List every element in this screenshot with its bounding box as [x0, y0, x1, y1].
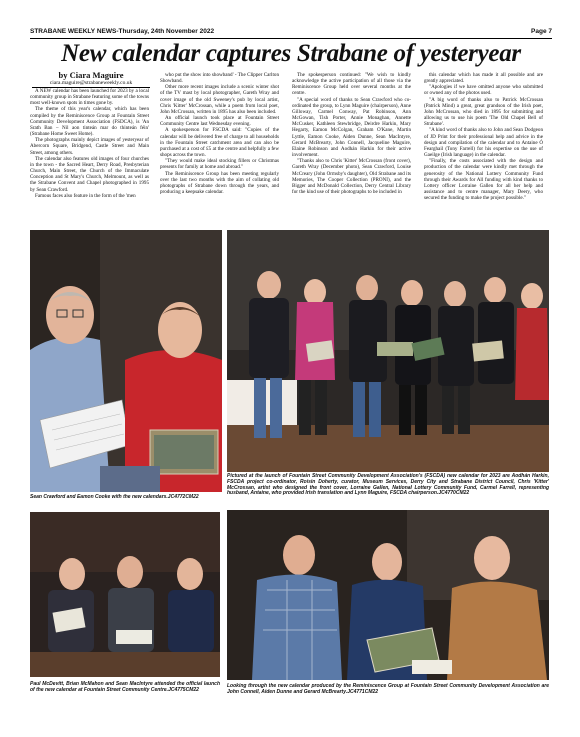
- article-column-3: [292, 72, 411, 228]
- paragraph: The theme of this year's calendar, which has been compiled by the Reminiscence Group at Fountain Street Community Development Association (FSDCA), is 'An Srath Ban – Nil aon tinteán mar do thinteán féin' (Strabane Home Sweet Home).: [30, 106, 149, 138]
- paragraph: "Finally, the costs associated with the design and production of the calendar were kindly met through the generosity of the National Lottery Community Fund through their Awards for All funding with kind thanks to Lottery officer Lorraine Gallen for all her help and assistance and to centre manager, Mary Deery, who secured the funding to make the project possible.": [424, 158, 543, 202]
- paragraph: A NEW calendar has been launched for 2023 by a local community group in Strabane featuring some of the towns most well-known spots in times gone by.: [30, 88, 149, 107]
- paragraph: The calendar also features old images of four churches in the town - the Sacred Heart, Derry Road, Presbyterian Church, Main Street, the Church of the Immaculate Conception and St Mary's Church, Melmount, as well as the Strabane Convent and Chapel photographed in 1995 by Sean Crawford.: [30, 155, 149, 193]
- photo-mcdevitt-mcmahon-macintyre: [30, 512, 220, 677]
- article-headline: New calendar captures Strabane of yesteryear: [61, 40, 521, 67]
- article-column-4: [424, 72, 543, 228]
- photo-connell-dunne-mcbrearty: [227, 510, 549, 680]
- paragraph: Famous faces also feature in the form of the 'men: [35, 192, 136, 199]
- paragraph: who put the show into showband' - The Clipper Carlton Showband.: [160, 72, 279, 85]
- caption-photo-2: Pictured at the launch of Fountain Street Community Development Association's (FSCDA) new calendar for 2023 are Aodhán Harkin, FSCDA project co-ordinator, Roisin Doherty, curator, Museum Services, Derry City and Strabane District Council, Chris 'Kitter' McCrossan, artist who designed the front cover, Lorraine Gallen, National Lottery Community Fund, Carmel Farrell, representing husband, Antaine, who provided Irish translation and Lynn Maguire, FSCDA chairperson.JC4770CM22: [227, 473, 549, 497]
- paragraph: A spokesperson for FSCDA said: "Copies of the calendar will be delivered free of charge to all households in the Fountain Street catchment area and can also be purchased at a cost of £5 at the centre and helpfully a few shops across the town.: [160, 127, 279, 159]
- paragraph: "They would make ideal stocking fillers or Christmas presents for family at home and abroad.": [160, 158, 279, 171]
- photo-crawford-cooke: [30, 230, 222, 492]
- paragraph: Other more recent images include a scenic winter shot of the TV mast by local photographer, Gareth Wray and cover image of the old Sweeney's pub by local artist, Chris 'Kitter' McCrossan, while a poem from local poet, John McCrossan, written in 1895 has also been included.: [160, 84, 279, 115]
- caption-photo-4: Looking through the new calendar produced by the Reminiscence Group at Fountain Street Community Development Association are John Connell, Aiden Dunne and Gerard McBrearty.JC4771CM22: [227, 683, 549, 695]
- paragraph: "A big word of thanks also to Patrick McCrossan (Patrick Mind) a great, great grandson of the Irish poet, John McCrossan, who died in 1895 for submitting and allowing us to use his poem 'The Old Chapel Bell of Strabane'.: [424, 96, 543, 128]
- masthead: [30, 28, 552, 39]
- masthead-publication-date: STRABANE WEEKLY NEWS-Thursday, 24th November 2022: [30, 28, 215, 35]
- paragraph: The photographs mainly depict images of yesteryear of Abercorn Square, Bridgend, Castle Street and Main Street, among others.: [30, 137, 149, 156]
- paragraph: "Thanks also to Chris 'Kitter' McCrossan (front cover), Gareth Wray (December photo), Sean Crawford, Louise McCreary (John Ormsby's daughter), Old Strabane and its Memories, The Cooper Collection (PRONI), and the Bigger and McDonald Collection, Derry Central Library for the kind use of their photographs to be included in: [292, 158, 411, 195]
- caption-photo-1: Sean Crawford and Eamon Cooke with the new calendars.JC4772CM22: [30, 494, 199, 500]
- paragraph: The Reminiscence Group has been meeting regularly over the last two months with the aim of collating old photographs of Strabane down through the years, and producing a keepsake calendar.: [160, 170, 279, 195]
- caption-photo-3: Paul McDevitt, Brian McMahon and Sean MacIntyre attended the official launch of the new calendar at Fountain Street Community Centre.JC4775CM22: [30, 681, 220, 693]
- paragraph: "A special word of thanks to Sean Crawford who co-ordinated the group, to Lynn Maguire (chairperson), Anne Gilloway, Carmel Conway, Pat Robinson, Ann McGowan, Tish Porter, Annie Monaghan, Annette McCusker, Kathleen Stewbridge, Deirdre Harkin, Mary Hegarty, Eamon McColgan, Graham O'Kane, Martin Lyttle, Eamon Cooke, Aiden Dunne, Sean MacIntyre, Gerard McBrearty, John Connell, Jacqueline Maguire, Elaine Robinson and Aodhán Harkin for their active involvement.: [292, 96, 411, 159]
- paragraph: An official launch took place at Fountain Street Community Centre last Wednesday evening.: [160, 115, 279, 128]
- photo-launch-group: [227, 230, 549, 472]
- byline: [32, 70, 150, 88]
- byline-author: by Ciara Maguire: [58, 70, 124, 80]
- byline-email[interactable]: ciara.maguire@strabaneweekly.co.uk: [32, 80, 150, 88]
- paragraph: "A kind word of thanks also to John and Sean Dodgeon of JD Print for their professional help and advice in the design and compilation of the calendar and to Antaine Ó Fearghail (Tony Farrell) for his expertise on the use of Gaeilge (Irish language) in the calendar.: [424, 127, 543, 159]
- masthead-page-number: Page 7: [531, 28, 552, 35]
- article-column-2: [160, 72, 279, 228]
- paragraph: this calendar which has made it all possible and are greatly appreciated.: [424, 72, 543, 85]
- paragraph: The spokesperson continued: "We wish to kindly acknowledge the active participation of all those via the Reminiscence Group held over several months at the centre.: [292, 72, 411, 97]
- article-column-1: [30, 88, 149, 228]
- paragraph: "Apologies if we have omitted anyone who submitted or owned any of the photos used.: [424, 84, 543, 97]
